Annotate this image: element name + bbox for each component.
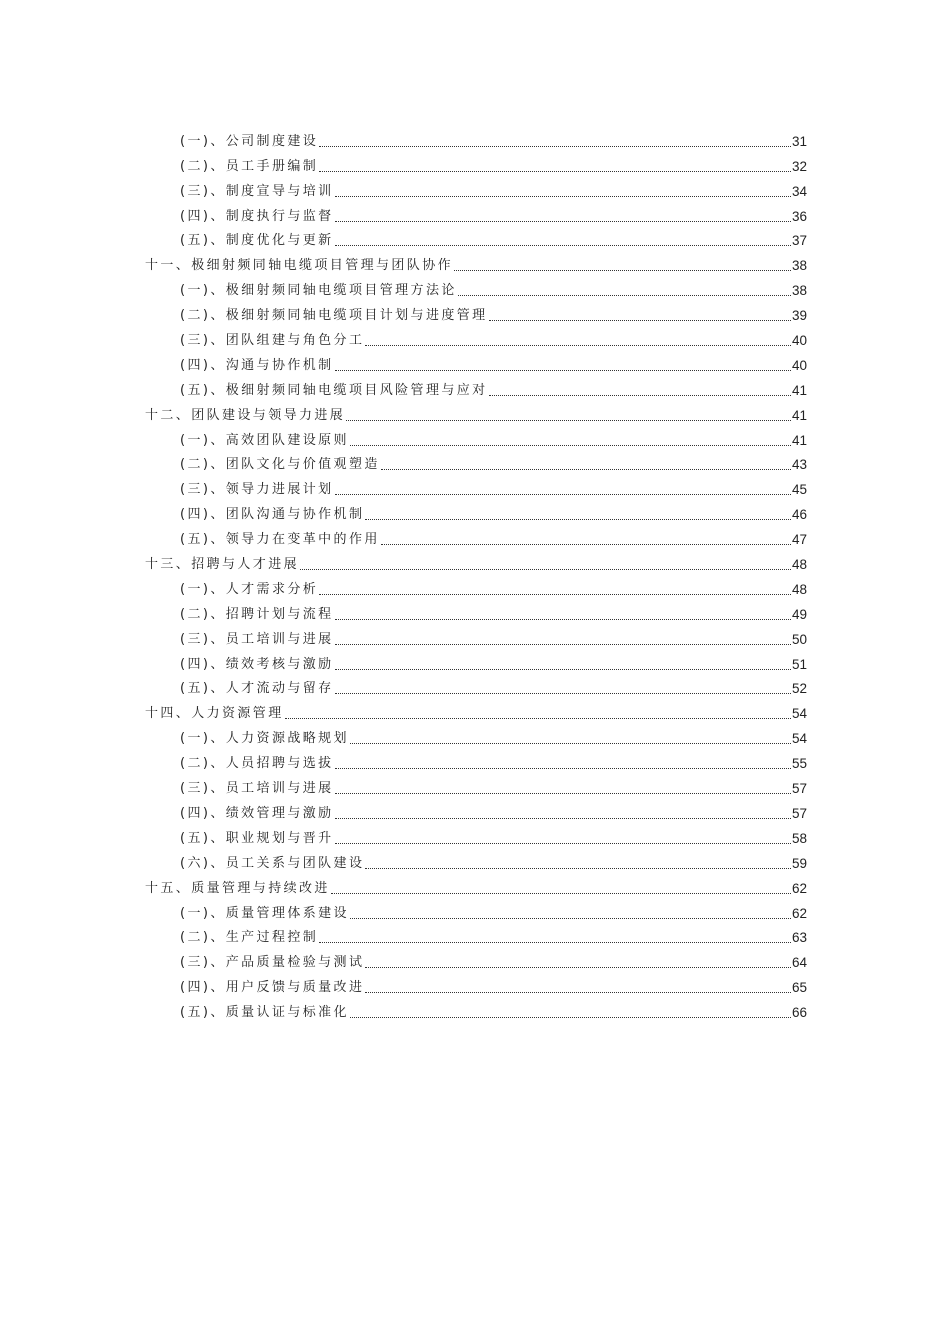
dot-leader [331,892,791,894]
toc-section-entry[interactable] [145,126,807,151]
toc-page-number: 62 [791,905,807,921]
toc-section-entry[interactable] [145,350,807,375]
toc-entry-title: (一)、极细射频同轴电缆项目管理方法论 [180,283,457,299]
toc-section-entry[interactable] [145,823,807,848]
toc-page-number: 48 [791,557,807,573]
toc-entry-title: 十一、极细射频同轴电缆项目管理与团队协作 [145,258,454,274]
toc-entry-title: (三)、员工培训与进展 [180,631,334,647]
toc-section-entry[interactable] [145,674,807,699]
toc-entry-title: (五)、制度优化与更新 [180,233,334,249]
toc-entry-title: (五)、极细射频同轴电缆项目风险管理与应对 [180,382,488,398]
dot-leader [381,543,791,545]
toc-section-entry[interactable] [145,325,807,350]
toc-section-entry[interactable] [145,151,807,176]
toc-entry-title: (一)、高效团队建设原则 [180,432,349,448]
toc-page-number: 65 [791,980,807,996]
toc-page-number: 40 [791,357,807,373]
toc-section-entry[interactable] [145,923,807,948]
dot-leader [365,518,791,520]
toc-section-entry[interactable] [145,176,807,201]
toc-section-entry[interactable] [145,898,807,923]
toc-page-number: 31 [791,133,807,149]
toc-page-number: 38 [791,283,807,299]
toc-section-entry[interactable] [145,947,807,972]
dot-leader [454,269,791,271]
toc-page-number: 43 [791,457,807,473]
toc-chapter-entry[interactable] [145,400,807,425]
toc-page-number: 49 [791,606,807,622]
toc-section-entry[interactable] [145,226,807,251]
toc-page-number: 62 [791,880,807,896]
dot-leader [319,170,791,172]
toc-page-number: 41 [791,432,807,448]
dot-leader [381,468,791,470]
dot-leader [335,220,791,222]
toc-chapter-entry[interactable] [145,549,807,574]
toc-page-number: 37 [791,233,807,249]
toc-section-entry[interactable] [145,773,807,798]
toc-entry-title: (一)、质量管理体系建设 [180,905,349,921]
toc-section-entry[interactable] [145,997,807,1022]
dot-leader [350,444,791,446]
toc-entry-title: (一)、人才需求分析 [180,581,319,597]
toc-page-number: 57 [791,781,807,797]
toc-page-number: 32 [791,158,807,174]
toc-page-number: 64 [791,955,807,971]
toc-page-number: 63 [791,930,807,946]
dot-leader [458,294,791,296]
toc-entry-title: (三)、产品质量检验与测试 [180,955,365,971]
toc-entry-title: (二)、生产过程控制 [180,930,319,946]
toc-page-number: 59 [791,855,807,871]
toc-section-entry[interactable] [145,798,807,823]
toc-chapter-entry[interactable] [145,873,807,898]
toc-entry-title: (四)、绩效考核与激励 [180,656,334,672]
toc-section-entry[interactable] [145,848,807,873]
toc-entry-title: 十四、人力资源管理 [145,706,284,722]
toc-page-number: 55 [791,756,807,772]
toc-entry-title: (一)、人力资源战略规划 [180,731,349,747]
toc-section-entry[interactable] [145,524,807,549]
dot-leader [285,717,791,719]
toc-entry-title: (五)、人才流动与留存 [180,681,334,697]
toc-entry-title: (二)、团队文化与价值观塑造 [180,457,380,473]
toc-page-number: 58 [791,830,807,846]
dot-leader [489,394,791,396]
dot-leader [335,792,791,794]
toc-page-number: 50 [791,631,807,647]
toc-section-entry[interactable] [145,275,807,300]
toc-page-number: 51 [791,656,807,672]
dot-leader [350,1016,791,1018]
toc-entry-title: (三)、员工培训与进展 [180,781,334,797]
toc-entry-title: (二)、人员招聘与选拔 [180,756,334,772]
toc-page-number: 45 [791,482,807,498]
toc-page-number: 39 [791,308,807,324]
dot-leader [350,917,791,919]
toc-chapter-entry[interactable] [145,698,807,723]
dot-leader [335,643,791,645]
dot-leader [350,742,791,744]
dot-leader [335,817,791,819]
toc-entry-title: (四)、制度执行与监督 [180,208,334,224]
dot-leader [335,668,791,670]
table-of-contents [145,126,807,1022]
toc-entry-title: (五)、质量认证与标准化 [180,1005,349,1021]
dot-leader [300,568,791,570]
toc-section-entry[interactable] [145,375,807,400]
toc-entry-title: (二)、员工手册编制 [180,158,319,174]
toc-page-number: 46 [791,507,807,523]
toc-page-number: 54 [791,706,807,722]
toc-section-entry[interactable] [145,624,807,649]
dot-leader [335,244,791,246]
dot-leader [319,941,791,943]
toc-page-number: 41 [791,382,807,398]
toc-section-entry[interactable] [145,599,807,624]
toc-page-number: 41 [791,407,807,423]
toc-entry-title: (五)、领导力在变革中的作用 [180,532,380,548]
toc-entry-title: 十二、团队建设与领导力进展 [145,407,346,423]
toc-section-entry[interactable] [145,450,807,475]
dot-leader [335,767,791,769]
toc-entry-title: 十三、招聘与人才进展 [145,557,300,573]
dot-leader [335,493,791,495]
toc-entry-title: 十五、质量管理与持续改进 [145,880,330,896]
dot-leader [335,369,791,371]
toc-entry-title: (四)、用户反馈与质量改进 [180,980,365,996]
toc-entry-title: (四)、绩效管理与激励 [180,805,334,821]
dot-leader [335,618,791,620]
toc-section-entry[interactable] [145,474,807,499]
toc-page-number: 52 [791,681,807,697]
dot-leader [489,319,791,321]
toc-entry-title: (三)、团队组建与角色分工 [180,333,365,349]
dot-leader [346,419,791,421]
toc-section-entry[interactable] [145,300,807,325]
toc-section-entry[interactable] [145,201,807,226]
dot-leader [365,344,791,346]
toc-entry-title: (三)、制度宣导与培训 [180,183,334,199]
dot-leader [335,842,791,844]
toc-chapter-entry[interactable] [145,250,807,275]
dot-leader [365,966,791,968]
dot-leader [365,991,791,993]
toc-section-entry[interactable] [145,425,807,450]
toc-entry-title: (三)、领导力进展计划 [180,482,334,498]
toc-entry-title: (一)、公司制度建设 [180,133,319,149]
dot-leader [365,867,791,869]
toc-page-number: 66 [791,1005,807,1021]
dot-leader [335,692,791,694]
dot-leader [335,195,791,197]
toc-entry-title: (四)、沟通与协作机制 [180,357,334,373]
toc-section-entry[interactable] [145,748,807,773]
toc-section-entry[interactable] [145,574,807,599]
toc-page-number: 36 [791,208,807,224]
toc-section-entry[interactable] [145,972,807,997]
toc-page-number: 54 [791,731,807,747]
toc-page-number: 40 [791,333,807,349]
dot-leader [319,593,791,595]
dot-leader [319,145,791,147]
toc-page-number: 48 [791,581,807,597]
toc-page-number: 34 [791,183,807,199]
toc-entry-title: (二)、极细射频同轴电缆项目计划与进度管理 [180,308,488,324]
toc-page-number: 47 [791,532,807,548]
toc-entry-title: (五)、职业规划与晋升 [180,830,334,846]
toc-page-number: 38 [791,258,807,274]
toc-entry-title: (二)、招聘计划与流程 [180,606,334,622]
toc-entry-title: (四)、团队沟通与协作机制 [180,507,365,523]
toc-entry-title: (六)、员工关系与团队建设 [180,855,365,871]
toc-page-number: 57 [791,805,807,821]
toc-section-entry[interactable] [145,723,807,748]
toc-section-entry[interactable] [145,499,807,524]
toc-section-entry[interactable] [145,649,807,674]
